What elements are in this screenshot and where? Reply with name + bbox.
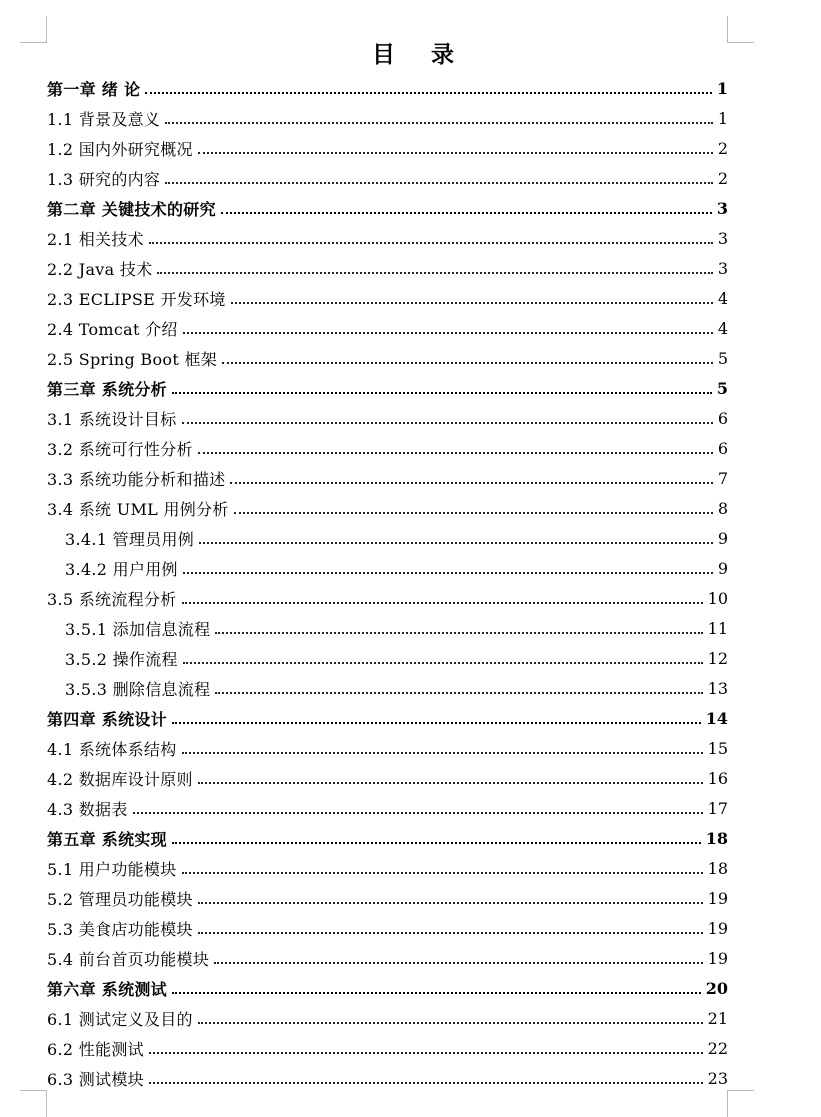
toc-entry-label: 3.5.1 添加信息流程 xyxy=(65,619,211,639)
toc-entry-label: 1.3 研究的内容 xyxy=(47,169,161,189)
toc-entry[interactable] xyxy=(47,853,728,883)
toc-dot-leader xyxy=(172,392,712,394)
toc-chapter-entry[interactable] xyxy=(47,73,728,103)
toc-dot-leader xyxy=(149,1052,703,1054)
toc-dot-leader xyxy=(198,452,713,454)
toc-entry-label: 4.2 数据库设计原则 xyxy=(47,769,193,789)
toc-page-number: 19 xyxy=(707,888,728,908)
toc-entry-label: 2.1 相关技术 xyxy=(47,229,144,249)
toc-dot-leader xyxy=(183,572,713,574)
toc-page-number: 9 xyxy=(717,558,728,578)
toc-entry[interactable] xyxy=(47,163,728,193)
toc-page-number: 13 xyxy=(707,678,728,698)
toc-entry-label: 6.3 测试模块 xyxy=(47,1069,144,1089)
toc-dot-leader xyxy=(157,272,712,274)
toc-page-number: 15 xyxy=(707,738,728,758)
toc-entry[interactable] xyxy=(47,583,728,613)
toc-dot-leader xyxy=(231,302,713,304)
toc-entry-label: 3.4.2 用户用例 xyxy=(65,559,178,579)
toc-page-number: 1 xyxy=(717,108,728,128)
toc-entry-label: 第二章 关键技术的研究 xyxy=(47,199,216,219)
toc-dot-leader xyxy=(133,812,703,814)
toc-page-number: 6 xyxy=(717,408,728,428)
toc-dot-leader xyxy=(234,512,713,514)
toc-page-number: 12 xyxy=(707,648,728,668)
toc-page-number: 3 xyxy=(717,228,728,248)
toc-entry[interactable] xyxy=(47,463,728,493)
toc-entry[interactable] xyxy=(47,433,728,463)
toc-page-number: 6 xyxy=(717,438,728,458)
toc-dot-leader xyxy=(149,242,713,244)
toc-entry-label: 3.2 系统可行性分析 xyxy=(47,439,193,459)
toc-dot-leader xyxy=(198,902,703,904)
toc-page-number: 10 xyxy=(707,588,728,608)
toc-entry[interactable] xyxy=(47,133,728,163)
toc-page-number: 3 xyxy=(717,258,728,278)
toc-dot-leader xyxy=(222,362,713,364)
toc-dot-leader xyxy=(165,122,713,124)
toc-entry-label: 3.1 系统设计目标 xyxy=(47,409,177,429)
toc-page-number: 4 xyxy=(717,318,728,338)
page-corner-mark xyxy=(727,1090,754,1117)
toc-page-number: 4 xyxy=(717,288,728,308)
toc-dot-leader xyxy=(183,662,703,664)
toc-entry-label: 6.2 性能测试 xyxy=(47,1039,144,1059)
toc-page-number: 18 xyxy=(705,828,728,848)
table-of-contents xyxy=(47,73,728,1093)
toc-entry-label: 5.3 美食店功能模块 xyxy=(47,919,193,939)
toc-dot-leader xyxy=(214,962,703,964)
toc-dot-leader xyxy=(172,722,701,724)
toc-page-number: 18 xyxy=(707,858,728,878)
toc-dot-leader xyxy=(182,752,703,754)
toc-dot-leader xyxy=(198,1022,703,1024)
toc-dot-leader xyxy=(145,92,712,94)
toc-page-number: 22 xyxy=(707,1038,728,1058)
toc-page-number: 8 xyxy=(717,498,728,518)
toc-page-number: 9 xyxy=(717,528,728,548)
toc-entry-label: 3.5.2 操作流程 xyxy=(65,649,178,669)
toc-dot-leader xyxy=(182,872,703,874)
toc-chapter-entry[interactable] xyxy=(47,193,728,223)
toc-page-number: 19 xyxy=(707,948,728,968)
toc-entry[interactable] xyxy=(47,913,728,943)
toc-page-number: 5 xyxy=(716,378,728,398)
toc-entry[interactable] xyxy=(47,253,728,283)
toc-dot-leader xyxy=(198,782,703,784)
toc-dot-leader xyxy=(182,602,703,604)
toc-page-number: 3 xyxy=(716,198,728,218)
toc-dot-leader xyxy=(215,692,702,694)
toc-entry-label: 第三章 系统分析 xyxy=(47,379,167,399)
toc-dot-leader xyxy=(183,332,713,334)
toc-entry-label: 第五章 系统实现 xyxy=(47,829,167,849)
toc-entry[interactable] xyxy=(47,223,728,253)
toc-page-number: 2 xyxy=(717,138,728,158)
toc-entry[interactable] xyxy=(47,613,728,643)
toc-entry-label: 3.4 系统 UML 用例分析 xyxy=(47,499,229,519)
toc-dot-leader xyxy=(172,992,701,994)
toc-entry-label: 第一章 绪 论 xyxy=(47,79,141,99)
toc-entry[interactable] xyxy=(47,1063,728,1093)
toc-page-number: 11 xyxy=(707,618,728,638)
toc-entry-label: 3.5 系统流程分析 xyxy=(47,589,177,609)
toc-dot-leader xyxy=(149,1082,703,1084)
toc-dot-leader xyxy=(221,212,712,214)
page-title: 目 录 xyxy=(371,41,468,68)
toc-entry-label: 1.1 背景及意义 xyxy=(47,109,161,129)
toc-chapter-entry[interactable] xyxy=(47,823,728,853)
toc-chapter-entry[interactable] xyxy=(47,973,728,1003)
toc-entry-label: 6.1 测试定义及目的 xyxy=(47,1009,193,1029)
toc-dot-leader xyxy=(230,482,712,484)
toc-entry[interactable] xyxy=(47,403,728,433)
toc-page-number: 2 xyxy=(717,168,728,188)
toc-entry-label: 3.5.3 删除信息流程 xyxy=(65,679,211,699)
toc-entry-label: 2.5 Spring Boot 框架 xyxy=(47,349,218,369)
toc-page-number: 16 xyxy=(707,768,728,788)
toc-entry[interactable] xyxy=(47,733,728,763)
toc-entry-label: 2.4 Tomcat 介绍 xyxy=(47,319,178,339)
toc-chapter-entry[interactable] xyxy=(47,373,728,403)
toc-entry-label: 1.2 国内外研究概况 xyxy=(47,139,193,159)
toc-entry[interactable] xyxy=(47,553,728,583)
toc-entry-label: 5.2 管理员功能模块 xyxy=(47,889,193,909)
toc-entry-label: 5.1 用户功能模块 xyxy=(47,859,177,879)
toc-dot-leader xyxy=(198,932,703,934)
toc-entry[interactable] xyxy=(47,1003,728,1033)
toc-entry[interactable] xyxy=(47,103,728,133)
toc-entry-label: 2.3 ECLIPSE 开发环境 xyxy=(47,289,226,309)
toc-entry-label: 5.4 前台首页功能模块 xyxy=(47,949,210,969)
toc-entry-label: 第六章 系统测试 xyxy=(47,979,167,999)
toc-dot-leader xyxy=(215,632,702,634)
toc-page-number: 7 xyxy=(717,468,728,488)
toc-entry[interactable] xyxy=(47,313,728,343)
toc-page-number: 19 xyxy=(707,918,728,938)
toc-page-number: 17 xyxy=(707,798,728,818)
page-corner-mark xyxy=(20,1090,47,1117)
toc-entry[interactable] xyxy=(47,793,728,823)
toc-chapter-entry[interactable] xyxy=(47,703,728,733)
toc-entry-label: 2.2 Java 技术 xyxy=(47,259,153,279)
toc-entry[interactable] xyxy=(47,523,728,553)
toc-entry-label: 3.3 系统功能分析和描述 xyxy=(47,469,226,489)
toc-entry[interactable] xyxy=(47,493,728,523)
toc-dot-leader xyxy=(182,422,713,424)
toc-entry[interactable] xyxy=(47,643,728,673)
toc-dot-leader xyxy=(165,182,713,184)
toc-page-number: 5 xyxy=(717,348,728,368)
toc-entry-label: 4.1 系统体系结构 xyxy=(47,739,177,759)
toc-entry[interactable] xyxy=(47,673,728,703)
toc-entry[interactable] xyxy=(47,883,728,913)
toc-dot-leader xyxy=(199,542,713,544)
toc-entry-label: 第四章 系统设计 xyxy=(47,709,167,729)
toc-entry-label: 4.3 数据表 xyxy=(47,799,128,819)
toc-page-number: 21 xyxy=(707,1008,728,1028)
toc-entry[interactable] xyxy=(47,943,728,973)
toc-entry[interactable] xyxy=(47,763,728,793)
toc-entry-label: 3.4.1 管理员用例 xyxy=(65,529,195,549)
toc-entry[interactable] xyxy=(47,1033,728,1063)
toc-entry[interactable] xyxy=(47,283,728,313)
toc-entry[interactable] xyxy=(47,343,728,373)
toc-page-number: 23 xyxy=(707,1068,728,1088)
toc-page-number: 14 xyxy=(705,708,728,728)
toc-dot-leader xyxy=(172,842,701,844)
toc-page-number: 20 xyxy=(705,978,728,998)
toc-page-number: 1 xyxy=(716,78,728,98)
toc-dot-leader xyxy=(198,152,713,154)
